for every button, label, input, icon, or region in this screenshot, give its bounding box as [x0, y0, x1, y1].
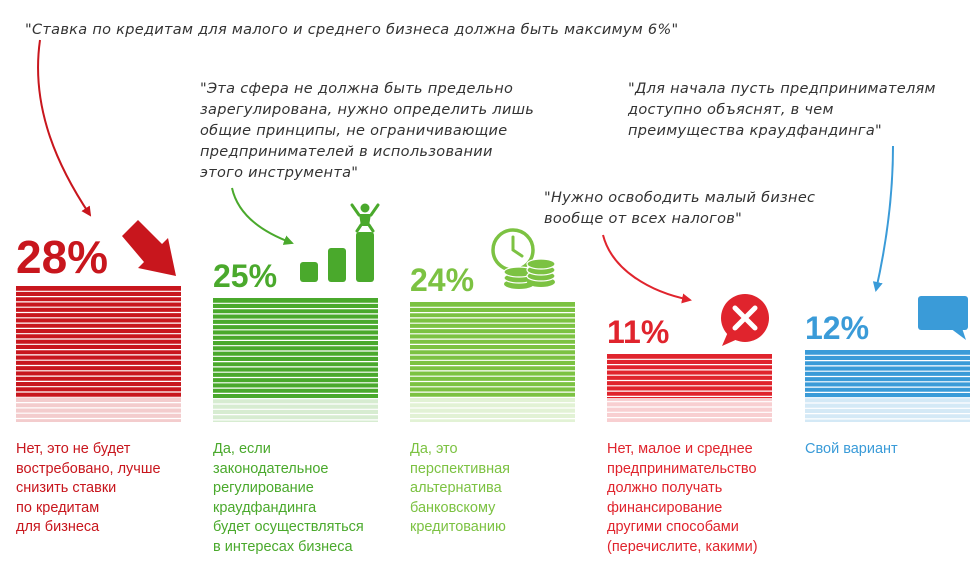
- growth-bars-person-icon: [300, 204, 378, 283]
- bar-1: [16, 286, 181, 422]
- quote-2: "Эта сфера не должна быть предельно зарегулирована, нужно определить лишь общие принципы, не ограничивающие предпринимателей в использовании этого инструмента": [200, 81, 535, 181]
- category-label-2: Да, если законодательное регулирование краудфандинга будет осуществляться в интересах бизнеса: [213, 441, 364, 555]
- bar-5: [805, 350, 970, 422]
- bar-4: [607, 354, 772, 422]
- bar-value-label-3: 24%: [410, 262, 475, 298]
- category-label-3: Да, это перспективная альтернатива банковскому кредитованию: [410, 441, 511, 535]
- category-label-5: Свой вариант: [805, 441, 898, 457]
- quote-pointer-arrow-4: [876, 146, 893, 290]
- bar-value-label-1: 28%: [16, 231, 109, 283]
- bar-2: [213, 298, 378, 422]
- quote-pointer-arrow-1: [38, 40, 90, 215]
- category-label-4: Нет, малое и среднее предпринимательство должно получать финансирование другими способами (перечислите, какими): [607, 441, 758, 555]
- quote-pointer-arrow-3: [603, 235, 690, 300]
- category-label-1: Нет, это не будет востребовано, лучше снизить ставки по кредитам для бизнеса: [16, 441, 161, 535]
- bar-value-label-5: 12%: [805, 310, 870, 346]
- bar-value-label-4: 11%: [607, 314, 670, 350]
- down-right-arrow-icon: [122, 220, 176, 276]
- quote-pointer-arrow-2: [232, 188, 292, 243]
- cross-speech-bubble-icon: [721, 294, 769, 346]
- quote-1: "Ставка по кредитам для малого и среднего бизнеса должна быть максимум 6%": [25, 22, 679, 38]
- quote-3: "Для начала пусть предпринимателям доступно объяснят, в чем преимущества краудфандинга": [628, 81, 936, 139]
- quote-4: "Нужно освободить малый бизнес вообще от всех налогов": [544, 190, 816, 227]
- speech-bubble-icon: [918, 296, 968, 340]
- clock-coins-icon: [493, 230, 555, 289]
- bar-3: [410, 302, 575, 422]
- bar-value-label-2: 25%: [213, 258, 278, 294]
